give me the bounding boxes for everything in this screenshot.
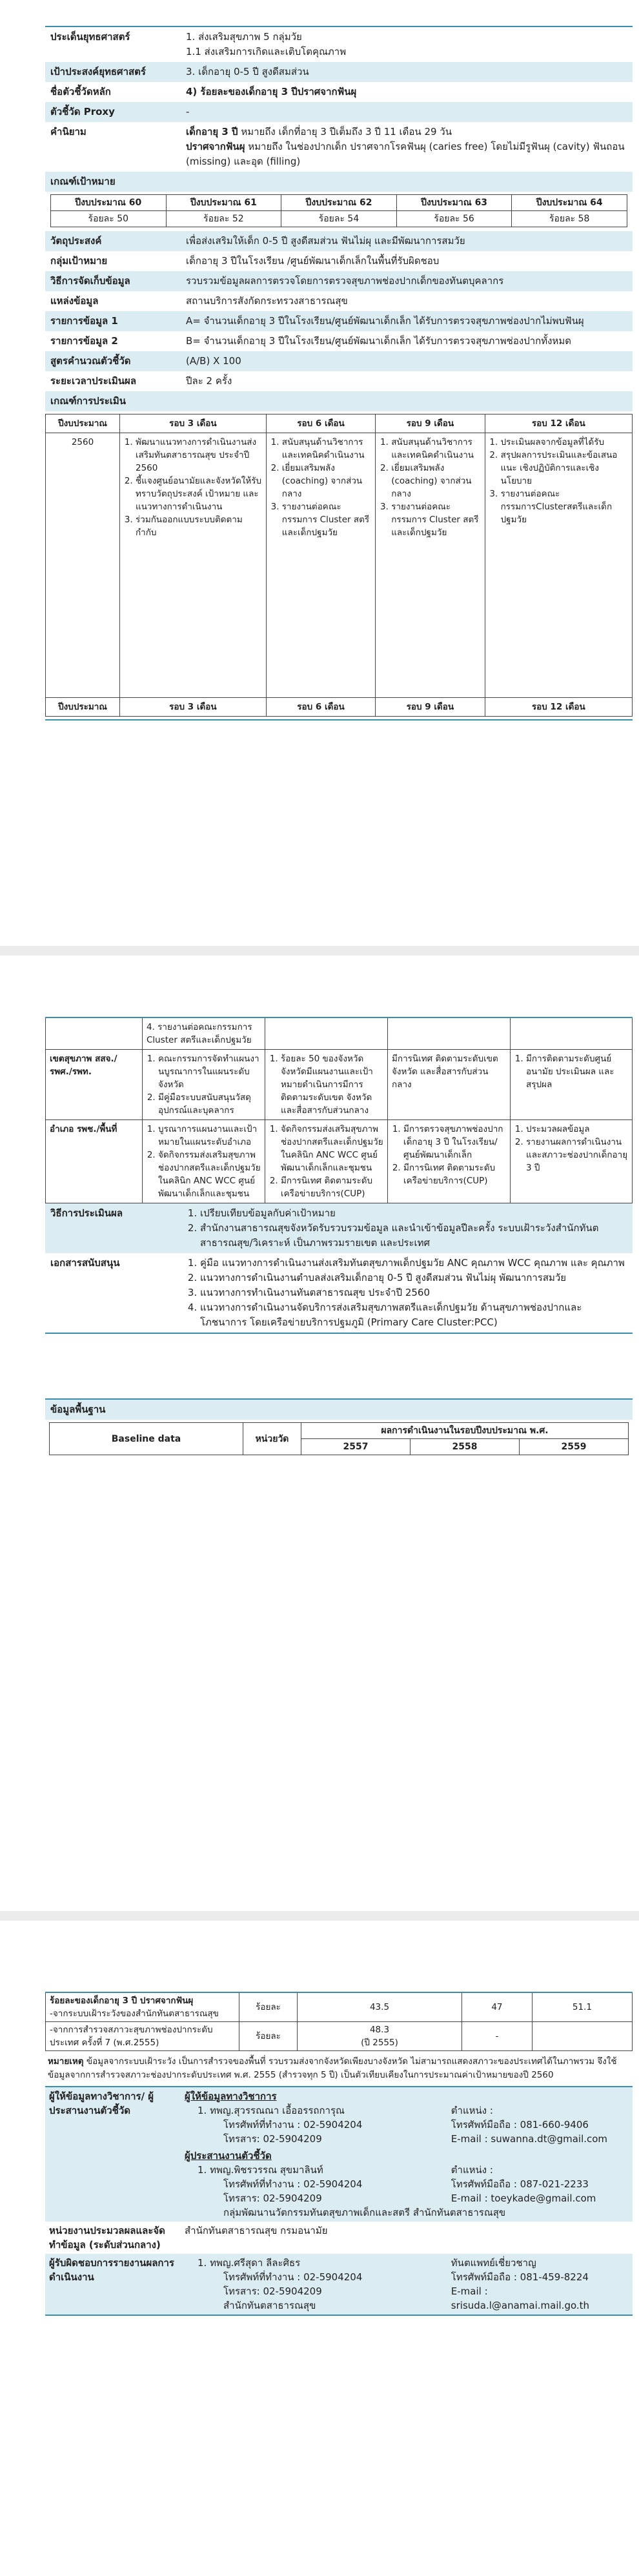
targetgroup-label: กลุ่มเป้าหมาย: [50, 255, 108, 267]
item-b-value: B= จำนวนเด็กอายุ 3 ปีในโรงเรียน/ศูนย์พัฒนาเด็กเล็ก ได้รับการตรวจสุขภาพช่องปากทั้งหมด: [186, 335, 571, 347]
eval-step: 3. รายงานต่อคณะกรรมการ Cluster สตรีและเด็กปฐมวัย: [391, 500, 480, 539]
eval-step: 1. ประเมินผลจากข้อมูลที่ได้รับ: [501, 436, 628, 449]
eval-criteria-table: [45, 414, 633, 717]
targetgroup-value: เด็กอายุ 3 ปีในโรงเรียน /ศูนย์พัฒนาเด็กเล็กในพื้นที่รับผิดชอบ: [186, 255, 440, 267]
resp-name: 1. ทพญ.ศรีสุดา ลีละศิธร: [198, 2257, 301, 2269]
eval-step: 2. สรุปผลการประเมินและข้อเสนอแนะ เชิงปฏิบัติการและเชิงนโยบาย: [501, 449, 628, 487]
baseline-data-table: [45, 1992, 633, 2051]
target-value: ร้อยละ 56: [396, 211, 512, 227]
contact-position: ตำแหน่ง :: [451, 2105, 493, 2116]
eval-header: รอบ 6 เดือน: [266, 698, 375, 717]
target-year: ปีงบประมาณ 64: [512, 195, 627, 211]
baseline-note-paragraph: [45, 2051, 633, 2086]
item-b-label: รายการข้อมูล 2: [50, 335, 118, 347]
eval-label: เกณฑ์การประเมิน: [45, 391, 633, 411]
eval-header: รอบ 9 เดือน: [376, 414, 485, 433]
eval-m9-cell: [376, 433, 485, 698]
baseline-header: Baseline data: [50, 1423, 243, 1455]
eval-step: 1. สนับสนุนด้านวิชาการและเทคนิคดำเนินงาน: [391, 436, 480, 462]
target-year: ปีงบประมาณ 62: [281, 195, 397, 211]
evalmethod-item: 1. เปรียบเทียบข้อมูลกับค่าเป้าหมาย: [200, 1206, 627, 1221]
page-2: [45, 1017, 633, 1727]
target-value: ร้อยละ 58: [512, 211, 627, 227]
definition-text: หมายถึง ในช่องปากเด็ก ปราศจากโรคฟันผุ (caries free) โดยไม่มีรูฟันผุ (cavity) ฟันถอน (missing) และอุด (filling): [186, 141, 625, 167]
eval-header: รอบ 6 เดือน: [266, 414, 375, 433]
resp-org: สำนักทันตสาธารณสุข: [223, 2300, 316, 2311]
contact-position: ตำแหน่ง :: [451, 2164, 493, 2176]
eval-step: 1. บูรณาการแผนงานและเป้าหมายในแผนระดับอำเภอ: [158, 1123, 261, 1149]
page-gap: [0, 1911, 639, 1921]
docs-item: 4. แนวทางการดำเนินงานจัดบริการส่งเสริมสุขภาพสตรีและเด็กปฐมวัย ด้านสุขภาพช่องปากและโภชนาการ โดยเครือข่ายบริการปฐมภูมิ (Primary Care Cluster:PCC): [200, 1300, 627, 1330]
method-value: รวบรวมข้อมูลผลการตรวจโดยการตรวจสุขภาพช่องปากเด็กของทันตบุคลากร: [181, 271, 633, 291]
eval-step: 3. รายงานต่อคณะกรรมการClusterสตรีและเด็กปฐมวัย: [501, 487, 628, 526]
source-value: สถานบริการสังกัดกระทรวงสาธารณสุข: [186, 295, 348, 307]
baseline-section: [45, 1398, 633, 1458]
baseline-year: 2558: [411, 1439, 520, 1455]
contact-office: โทรศัพท์ที่ทำงาน : 02-5904204: [223, 2119, 363, 2131]
indicator-template-table: [45, 26, 633, 721]
baseline-row-sub: -จากระบบเฝ้าระวังของสำนักทันตสาธารณสุข: [50, 2009, 219, 2019]
definition-value: [181, 122, 633, 172]
eval-step: 1. ประมวลผลข้อมูล: [526, 1123, 628, 1136]
baseline-value: 48.3: [369, 2025, 390, 2035]
formula-value: (A/B) X 100: [181, 351, 633, 371]
target-value: ร้อยละ 54: [281, 211, 397, 227]
eval-step: 1. จัดกิจกรรมส่งเสริมสุขภาพช่องปากสตรีและเด็กปฐมวัย ในคลินิก ANC WCC ศูนย์พัฒนาเด็กเล็กและชุมชน: [281, 1123, 383, 1174]
eval-step: 1. ร้อยละ 50 ของจังหวัดจังหวัดมีแผนงานและเป้าหมายดำเนินการมีการติดตามระดับเขต จังหวัด และสื่อสารกับส่วนกลาง: [281, 1052, 383, 1117]
baseline-table: [49, 1422, 629, 1455]
contact-heading: ผู้ประสานงานตัวชี้วัด: [185, 2150, 272, 2162]
docs-item: 2. แนวทางการดำเนินงานตำบลส่งเสริมเด็กอายุ 0-5 ปี สูงดีสมส่วน ฟันไม่ผุ พัฒนาการสมวัย: [200, 1271, 627, 1285]
proxy-label: ตัวชี้วัด Proxy: [45, 102, 181, 122]
definition-term: เด็กอายุ 3 ปี: [186, 126, 238, 138]
indicator-label: ชื่อตัวชี้วัดหลัก: [50, 86, 111, 97]
formula-label: สูตรคำนวณตัวชี้วัด: [45, 351, 181, 371]
eval-method-table: [45, 1203, 633, 1334]
eval-step: 2. จัดกิจกรรมส่งเสริมสุขภาพช่องปากสตรีและเด็กปฐมวัย ในคลินิก ANC WCC ศูนย์พัฒนาเด็กเล็กและชุมชน: [158, 1149, 261, 1200]
baseline-value: -: [462, 2022, 532, 2051]
eval-header: รอบ 12 เดือน: [485, 698, 632, 717]
eval-m12-cell: [485, 433, 632, 698]
strategy-item: 1. ส่งเสริมสุขภาพ 5 กลุ่มวัย: [186, 31, 302, 43]
goal-value: 3. เด็กอายุ 0-5 ปี สูงดีสมส่วน: [181, 62, 633, 82]
evalmethod-label: วิธีการประเมินผล: [45, 1203, 181, 1253]
contact-email[interactable]: E-mail : toeykade@gmail.com: [451, 2193, 596, 2204]
period-value: ปีละ 2 ครั้ง: [186, 375, 232, 387]
eval-step: 2. มีการนิเทศ ติดตามระดับเครือข่ายบริการ(CUP): [281, 1174, 383, 1200]
eval-m6-cell: [266, 433, 375, 698]
baseline-unit: ร้อยละ: [239, 2022, 298, 2051]
note-text: ข้อมูลจากระบบเฝ้าระวัง เป็นการสำรวจของพื้นที่ รวบรวมส่งจากจังหวัดเพียงบางจังหวัด ไม่สามารถแสดงสภาวะของประเทศได้ในภาพรวม จึงใช้ข้อมูลจากการสำรวจสภาวะช่องปากระดับประเทศ พ.ศ. 2555 (สำรวจทุก 5 ปี) เป็นตัวเทียบเคียงในการประมาณค่าเป้าหมายของปี 2560: [48, 2056, 617, 2080]
source-label: แหล่งข้อมูล: [50, 295, 99, 307]
contact-mobile: โทรศัพท์มือถือ : 081-660-9406: [451, 2119, 589, 2131]
resp-email[interactable]: E-mail : srisuda.l@anamai.mail.go.th: [451, 2285, 590, 2311]
eval-step: 3. ร่วมกันออกแบบระบบติดตามกำกับ: [136, 513, 262, 539]
unit-label: หน่วยงานประมวลผลและจัดทำข้อมูล (ระดับส่วนกลาง): [49, 2225, 165, 2251]
contact-office: โทรศัพท์ที่ทำงาน : 02-5904204: [223, 2178, 363, 2190]
contact-name: 1. ทพญ.พิชรวรรณ สุขมาลินท์: [198, 2164, 323, 2176]
eval-step: มีการนิเทศ ติดตามระดับเขต จังหวัด และสื่อสารกับส่วนกลาง: [388, 1050, 511, 1120]
target-table: [50, 194, 627, 227]
goal-label: เป้าประสงค์ยุทธศาสตร์: [45, 62, 181, 82]
eval-header: รอบ 3 เดือน: [120, 698, 267, 717]
strategy-values: [181, 26, 633, 62]
contacts-table: [45, 2086, 633, 2316]
eval-step: 2. ชี้แจงศูนย์อนามัยและจังหวัดให้รับทราบวัตถุประสงค์ เป้าหมาย และแนวทางการดำเนินงาน: [136, 475, 262, 513]
evalmethod-item: 2. สำนักงานสาธารณสุขจังหวัดรับรวบรวมข้อมูล และนำเข้าข้อมูลปีละครั้ง ระบบเฝ้าระวังสำนักทันตสาธารณสุข/วิเคราะห์ เป็นภาพรวมรายเขต และประเทศ: [200, 1221, 627, 1251]
district-label: อำเภอ รพช./พื้นที่: [46, 1120, 143, 1203]
note-label: หมายเหตุ: [48, 2056, 84, 2067]
page-1: [45, 26, 633, 878]
zone-label: เขตสุขภาพ สสจ./รพศ./รพท.: [46, 1050, 143, 1120]
eval-step: 2. เยี่ยมเสริมพลัง (coaching) จากส่วนกลาง: [282, 462, 371, 500]
baseline-header: หน่วยวัด: [243, 1423, 301, 1455]
baseline-note: (ปี 2555): [361, 2038, 398, 2048]
contact-fax: โทรสาร: 02-5904209: [223, 2193, 322, 2204]
baseline-label: ข้อมูลพื้นฐาน: [45, 1399, 181, 1420]
baseline-unit: ร้อยละ: [239, 1992, 298, 2022]
definition-term: ปราศจากฟันผุ: [186, 141, 245, 152]
resp-fax: โทรสาร: 02-5904209: [223, 2285, 322, 2297]
eval-step: 2. มีการนิเทศ ติดตามระดับเครือข่ายบริการ(CUP): [403, 1161, 506, 1187]
eval-criteria-table-cont: [45, 1017, 633, 1203]
target-value: ร้อยละ 50: [51, 211, 167, 227]
eval-step: 2. รายงานผลการดำเนินงานและสภาวะช่องปากเด็กอายุ 3 ปี: [526, 1136, 628, 1174]
item-a-value: A= จำนวนเด็กอายุ 3 ปีในโรงเรียน/ศูนย์พัฒนาเด็กเล็ก ได้รับการตรวจสุขภาพช่องปากไม่พบฟันผุ: [181, 311, 633, 331]
contact-name: 1. ทพญ.สุวรรณณา เอื้ออรรถการุณ: [198, 2105, 345, 2116]
baseline-header: ผลการดำเนินงานในรอบปีงบประมาณ พ.ศ.: [301, 1423, 629, 1439]
eval-step: 1. สนับสนุนด้านวิชาการและเทคนิคดำเนินงาน: [282, 436, 371, 462]
unit-value: สำนักทันตสาธารณสุข กรมอนามัย: [185, 2225, 328, 2236]
objective-label: วัตถุประสงค์: [45, 231, 181, 251]
docs-item: 3. แนวทางการทำเนินงานทันตสาธารณสุข ประจำปี 2560: [200, 1285, 627, 1300]
docs-item: 1. คู่มือ แนวทางการดำเนินงานส่งเสริมทันตสุขภาพเด็กปฐมวัย ANC คุณภาพ WCC คุณภาพ และ คุณภาพ: [200, 1256, 627, 1271]
contact-org: กลุ่มพัฒนานวัตกรรมทันตสุขภาพเด็กและสตรี สำนักทันตสาธารณสุข: [223, 2207, 506, 2218]
definition-label: คำนิยาม: [50, 126, 86, 138]
eval-step: 1. พัฒนาแนวทางการดำเนินงานส่งเสริมทันตสาธารณสุข ประจำปี 2560: [136, 436, 262, 475]
baseline-row-label: -จากการสำรวจสภาวะสุขภาพช่องปากระดับประเทศ ครั้งที่ 7 (พ.ศ.2555): [46, 2022, 239, 2051]
contact-label: ผู้ให้ข้อมูลทางวิชาการ/ ผู้ประสานงานตัวชี้วัด: [45, 2087, 181, 2222]
contact-email[interactable]: E-mail : suwanna.dt@gmail.com: [451, 2133, 608, 2145]
strategy-item: 1.1 ส่งเสริมการเกิดและเติบโตคุณภาพ: [186, 46, 347, 57]
eval-step: 4. รายงานต่อคณะกรรมการ Cluster สตรีและเด็กปฐมวัย: [147, 1022, 252, 1045]
resp-label: ผู้รับผิดชอบการรายงานผลการดำเนินงาน: [45, 2254, 181, 2315]
contact-fax: โทรสาร: 02-5904209: [223, 2133, 322, 2145]
eval-header: รอบ 9 เดือน: [376, 698, 485, 717]
eval-header: ปีงบประมาณ: [46, 414, 120, 433]
proxy-value: -: [181, 102, 633, 122]
eval-step: 3. รายงานต่อคณะกรรมการ Cluster สตรีและเด็กปฐมวัย: [282, 500, 371, 539]
docs-label: เอกสารสนับสนุน: [50, 1257, 120, 1269]
definition-text: หมายถึง เด็กที่อายุ 3 ปีเต็มถึง 3 ปี 11 เดือน 29 วัน: [238, 126, 452, 138]
resp-position: ทันตแพทย์เชี่ยวชาญ: [451, 2257, 536, 2269]
eval-step: 1. มีการตรวจสุขภาพช่องปากเด็กอายุ 3 ปี ในโรงเรียน/ศูนย์พัฒนาเด็กเล็ก: [403, 1123, 506, 1161]
eval-year: 2560: [46, 433, 120, 698]
eval-step: 2. มีคู่มือระบบสนับสนุนวัสดุอุปกรณ์และบุคลากร: [158, 1091, 261, 1117]
target-value: ร้อยละ 52: [166, 211, 281, 227]
baseline-value: 43.5: [298, 1992, 462, 2022]
eval-header: รอบ 3 เดือน: [120, 414, 267, 433]
indicator-value: 4) ร้อยละของเด็กอายุ 3 ปีปราศจากฟันผุ: [186, 86, 357, 97]
period-label: ระยะเวลาประเมินผล: [50, 375, 137, 387]
resp-office: โทรศัพท์ที่ทำงาน : 02-5904204: [223, 2271, 363, 2283]
eval-step: 2. เยี่ยมเสริมพลัง (coaching) จากส่วนกลาง: [391, 462, 480, 500]
eval-m3-cell: [120, 433, 267, 698]
baseline-row: [46, 1992, 239, 2022]
baseline-row-label: ร้อยละของเด็กอายุ 3 ปี ปราศจากฟันผุ: [50, 1996, 194, 2006]
target-year: ปีงบประมาณ 63: [396, 195, 512, 211]
strategy-label: ประเด็นยุทธศาสตร์: [50, 31, 130, 43]
target-year: ปีงบประมาณ 60: [51, 195, 167, 211]
resp-mobile: โทรศัพท์มือถือ : 081-459-8224: [451, 2271, 589, 2283]
eval-header: ปีงบประมาณ: [46, 698, 120, 717]
baseline-year: 2557: [301, 1439, 411, 1455]
baseline-value: 47: [462, 1992, 532, 2022]
item-a-label: รายการข้อมูล 1: [45, 311, 181, 331]
target-label: เกณฑ์เป้าหมาย: [45, 172, 633, 192]
page-gap: [0, 946, 639, 956]
baseline-value: 51.1: [532, 1992, 632, 2022]
page-3: [45, 1992, 633, 2560]
baseline-year: 2559: [520, 1439, 629, 1455]
target-year: ปีงบประมาณ 61: [166, 195, 281, 211]
contact-heading: ผู้ให้ข้อมูลทางวิชาการ: [185, 2090, 277, 2102]
objective-value: เพื่อส่งเสริมให้เด็ก 0-5 ปี สูงดีสมส่วน ฟันไม่ผุ และมีพัฒนาการสมวัย: [181, 231, 633, 251]
eval-header: รอบ 12 เดือน: [485, 414, 632, 433]
eval-step: 1. คณะกรรมการจัดทำแผนงานบูรณาการในแผนระดับจังหวัด: [158, 1052, 261, 1091]
eval-step: 1. มีการติดตามระดับศูนย์อนามัย ประเมินผล และสรุปผล: [526, 1052, 628, 1091]
method-label: วิธีการจัดเก็บข้อมูล: [45, 271, 181, 291]
contact-mobile: โทรศัพท์มือถือ : 087-021-2233: [451, 2178, 589, 2190]
